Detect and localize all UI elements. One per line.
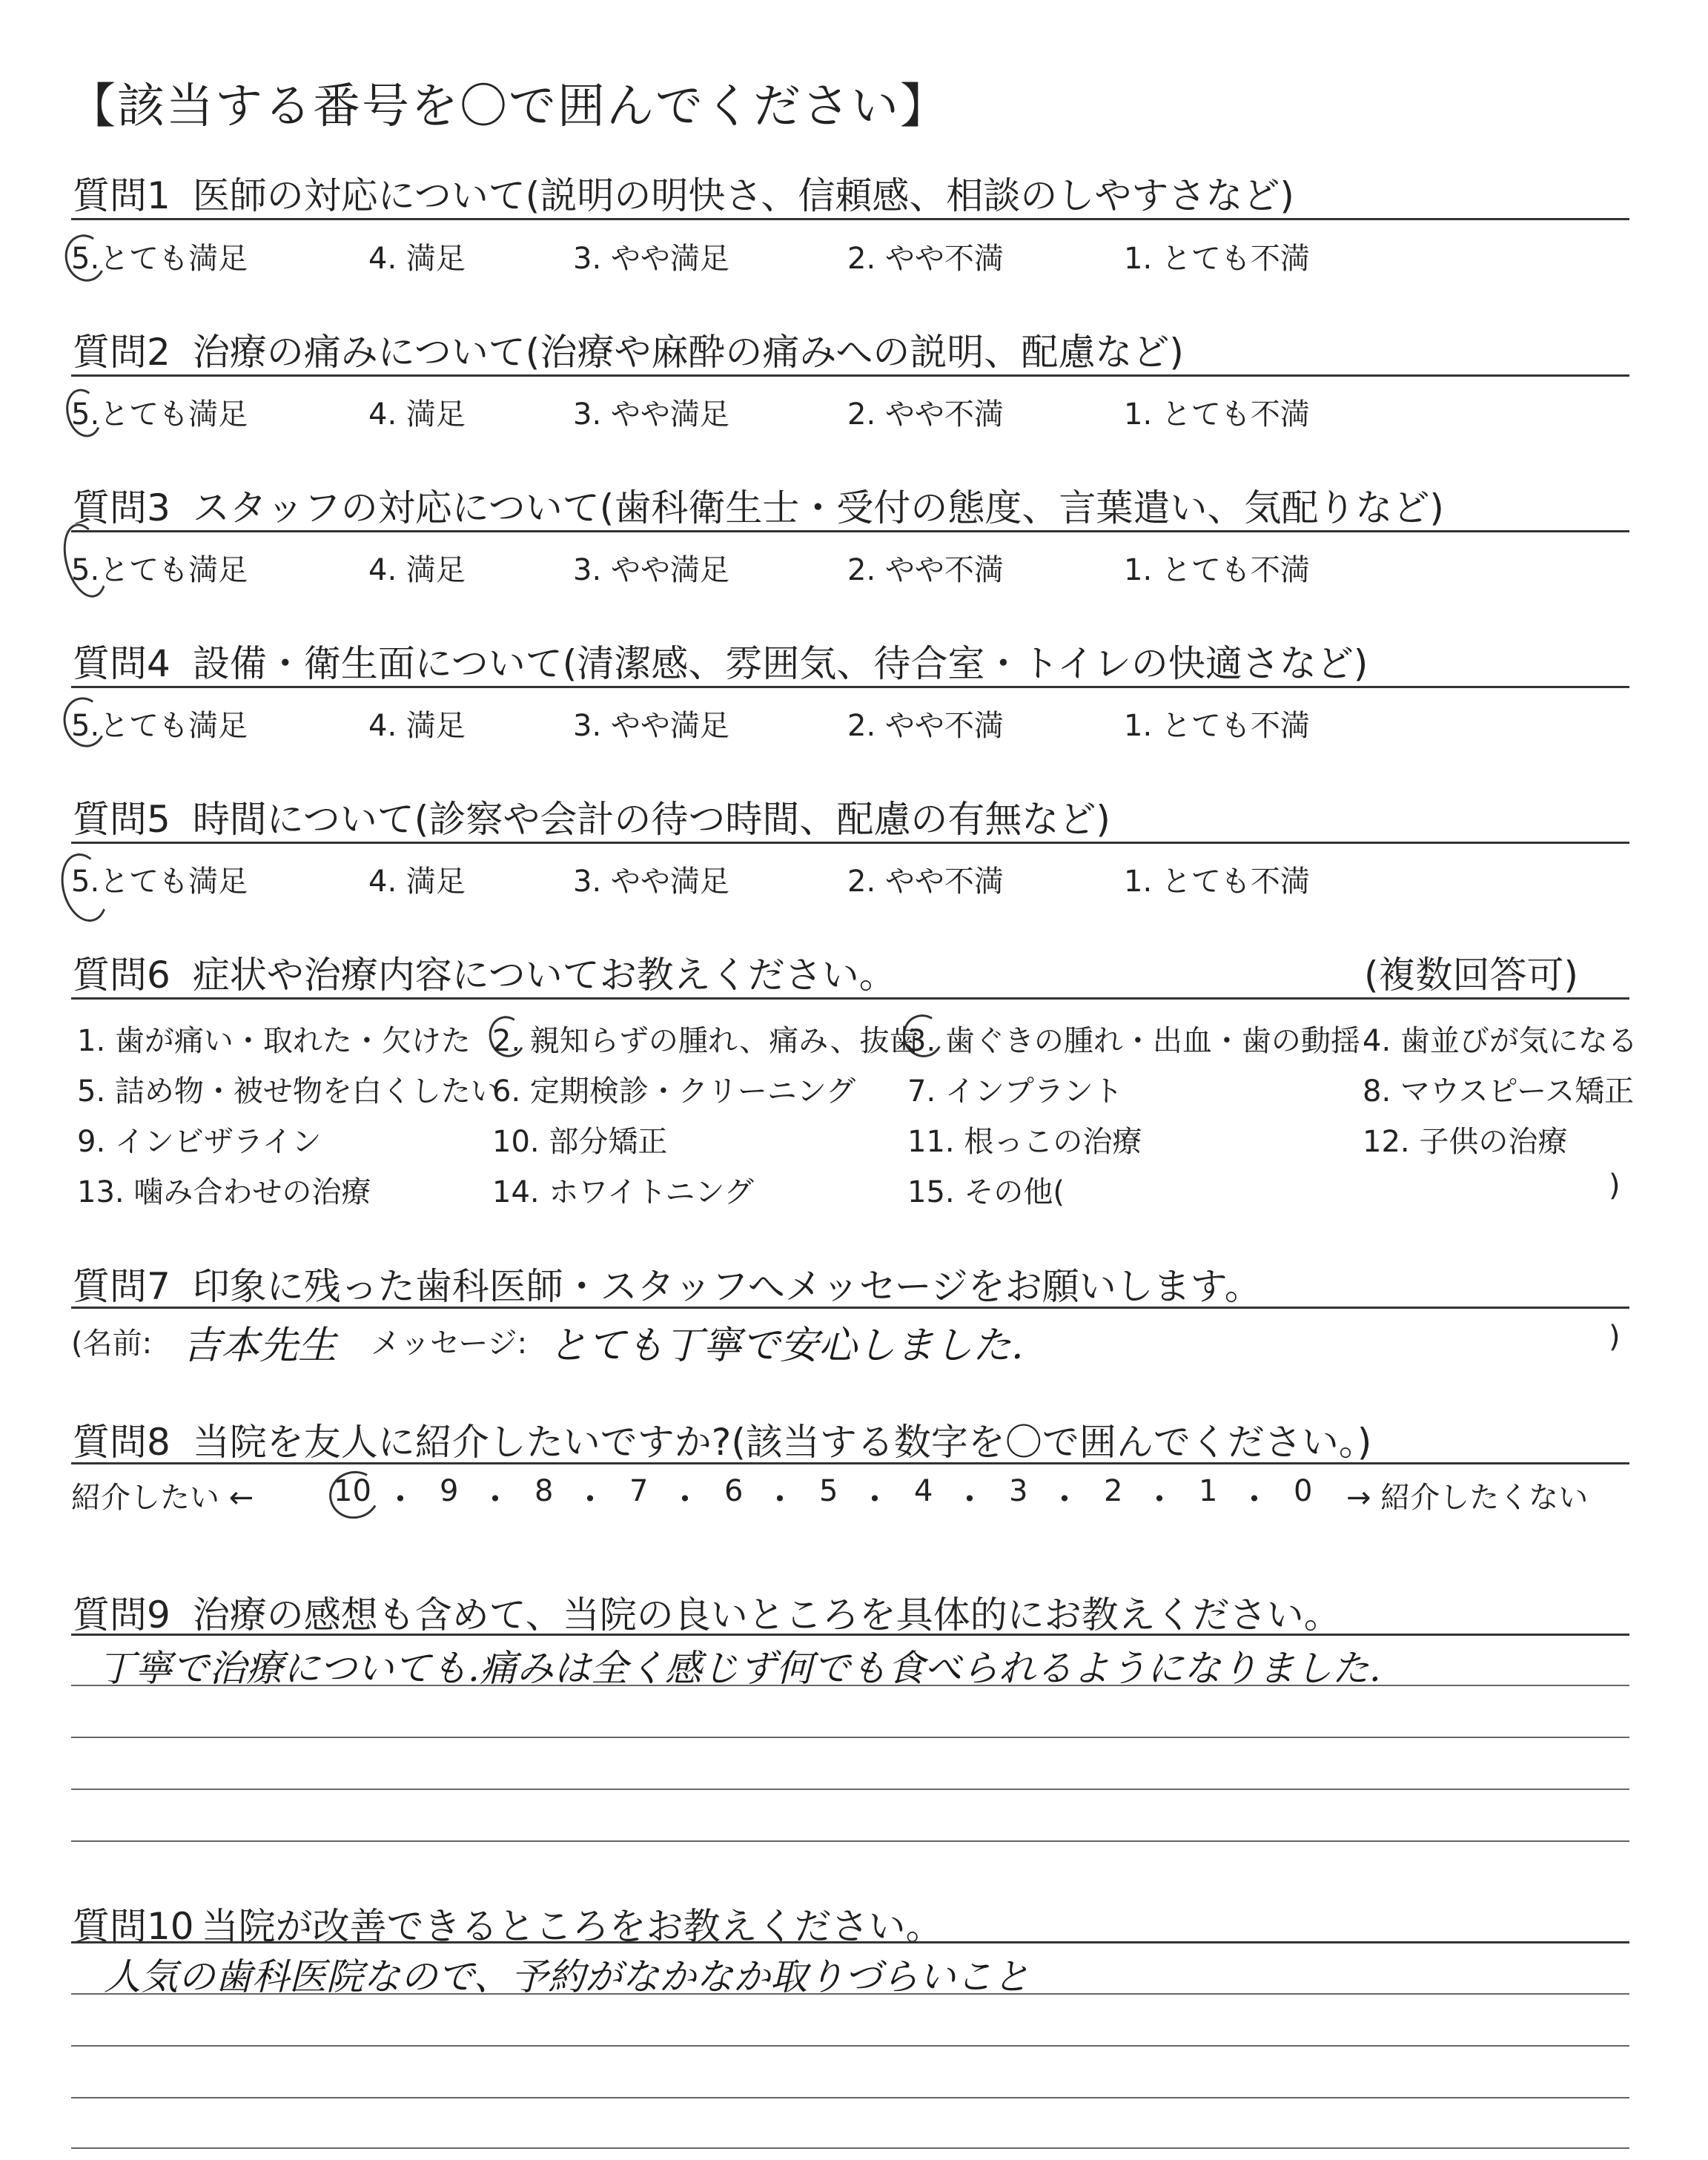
scale-option-4[interactable]: 4 [914,1474,933,1508]
scale-separator: ・ [574,1481,606,1519]
question-label: 質問4 [73,642,171,685]
option-2[interactable]: 2. やや不満 [847,242,1004,276]
question-label: 質問5 [73,798,171,841]
answer-rule [71,218,1629,220]
scale-option-2[interactable]: 2 [1104,1474,1123,1508]
writing-line [71,1840,1629,1842]
question-title [73,166,1294,219]
question-label: 質問7 [73,1265,171,1308]
symptom-option-7[interactable]: 7. インプラント [907,1074,1123,1109]
writing-line [71,2045,1629,2047]
question-label: 質問1 [73,174,171,217]
symptom-option-15[interactable]: 15. その他( [907,1175,1065,1209]
option-2[interactable]: 2. やや不満 [847,709,1004,743]
question-title [73,790,1110,843]
recommend-left-label: 紹介したい ← [71,1481,254,1515]
question-label: 質問6 [73,954,171,997]
recommend-right-label: → 紹介したくない [1346,1481,1589,1515]
message-close-paren: ) [1609,1320,1621,1354]
name-label: (名前: [71,1327,153,1361]
option-1[interactable]: 1. とても不満 [1124,709,1310,743]
option-4[interactable]: 4. 満足 [368,242,466,276]
question-text: 治療の感想も含めて、当院の良いところを具体的にお教えください。 [192,1593,1341,1636]
symptom-option-10[interactable]: 10. 部分矯正 [492,1125,668,1159]
question-label: 質問9 [73,1593,171,1636]
scale-option-1[interactable]: 1 [1199,1474,1218,1508]
answer-rule [71,530,1629,532]
scale-separator: ・ [479,1481,512,1519]
question-text: 設備・衛生面について(清潔感、雰囲気、待合室・トイレの快適さなど) [192,642,1368,685]
question-title [73,323,1184,376]
question-text: 時間について(診察や会計の待つ時間、配慮の有無など) [192,798,1110,841]
question-title [73,1257,1262,1310]
question-text: 印象に残った歯科医師・スタッフへメッセージをお願いします。 [192,1265,1262,1308]
scale-separator: ・ [1238,1481,1271,1519]
option-2[interactable]: 2. やや不満 [847,553,1004,587]
symptom-option-1[interactable]: 1. 歯が痛い・取れた・欠けた [77,1024,471,1058]
option-5[interactable]: 5.とても満足 [71,865,248,899]
question-text: 症状や治療内容についてお教えください。 [192,954,896,997]
improvement-answer[interactable]: 人気の歯科医院なので、予約がなかなか取りづらいこと [104,1955,1030,1998]
scale-separator: ・ [1048,1481,1081,1519]
question-text: 治療の痛みについて(治療や麻酔の痛みへの説明、配慮など) [192,331,1184,374]
question-label: 質問8 [73,1421,171,1464]
option-1[interactable]: 1. とても不満 [1124,242,1310,276]
option-2[interactable]: 2. やや不満 [847,865,1004,899]
scale-option-3[interactable]: 3 [1009,1474,1028,1508]
symptom-option-8[interactable]: 8. マウスピース矯正 [1363,1074,1635,1109]
question-title [73,1413,1371,1466]
answer-rule [71,842,1629,844]
question-title [73,634,1368,687]
writing-line [71,1737,1629,1738]
option-5[interactable]: 5.とても満足 [71,709,248,743]
symptom-option-13[interactable]: 13. 噛み合わせの治療 [77,1175,371,1209]
option-4[interactable]: 4. 満足 [368,709,466,743]
other-close-paren: ) [1609,1169,1621,1203]
question-title [73,945,896,999]
question-title [73,478,1444,532]
option-5[interactable]: 5.とても満足 [71,242,248,276]
scale-option-6[interactable]: 6 [724,1474,744,1508]
writing-line [71,2097,1629,2098]
symptom-option-11[interactable]: 11. 根っこの治療 [907,1125,1142,1159]
scale-separator: ・ [858,1481,891,1519]
writing-line [71,2147,1629,2149]
scale-option-9[interactable]: 9 [440,1474,459,1508]
option-1[interactable]: 1. とても不満 [1124,553,1310,587]
scale-separator: ・ [953,1481,986,1519]
symptom-option-2[interactable]: 2. 親知らずの腫れ、痛み、抜歯 [492,1024,919,1058]
writing-line [71,1993,1629,1995]
form-header: 【該当する番号を〇で囲んでください】 [68,79,949,134]
question-title [73,1585,1341,1639]
symptom-option-12[interactable]: 12. 子供の治療 [1363,1125,1568,1159]
scale-option-0[interactable]: 0 [1294,1474,1313,1508]
question-text: 当院を友人に紹介したいですか?(該当する数字を〇で囲んでください。) [192,1421,1372,1464]
question-text: スタッフの対応について(歯科衛生士・受付の態度、言葉遣い、気配りなど) [192,486,1444,529]
answer-rule [71,1307,1629,1309]
multiple-answers-note: (複数回答可) [1364,954,1579,997]
question-label: 質問10 [73,1905,194,1948]
writing-line [71,1789,1629,1790]
answer-rule [71,1462,1629,1464]
symptom-option-5[interactable]: 5. 詰め物・被せ物を白くしたい [77,1074,500,1109]
question-text: 医師の対応について(説明の明快さ、信頼感、相談のしやすさなど) [192,174,1294,217]
writing-line [71,1685,1629,1686]
option-3[interactable]: 3. やや満足 [573,553,729,587]
scale-separator: ・ [1143,1481,1176,1519]
good-points-answer[interactable]: 丁寧で治療についても.痛みは全く感じず何でも食べられるようになりました. [98,1647,1381,1690]
scale-option-5[interactable]: 5 [819,1474,838,1508]
answer-rule [71,1634,1629,1636]
scale-separator: ・ [669,1481,701,1519]
question-label: 質問2 [73,331,171,374]
question-label: 質問3 [73,486,171,529]
symptom-option-4[interactable]: 4. 歯並びが気になる [1363,1024,1638,1058]
option-5[interactable]: 5.とても満足 [71,397,248,432]
option-2[interactable]: 2. やや不満 [847,397,1004,432]
symptom-option-6[interactable]: 6. 定期検診・クリーニング [492,1074,856,1109]
answer-rule [71,1941,1629,1943]
option-3[interactable]: 3. やや満足 [573,397,729,432]
option-3[interactable]: 3. やや満足 [573,242,729,276]
option-3[interactable]: 3. やや満足 [573,865,729,899]
answer-rule [71,997,1629,1000]
option-3[interactable]: 3. やや満足 [573,709,729,743]
option-4[interactable]: 4. 満足 [368,397,466,432]
message-label: メッセージ: [371,1327,528,1361]
option-1[interactable]: 1. とても不満 [1124,397,1310,432]
message-field[interactable]: とても丁寧で安心しました. [549,1324,1024,1368]
symptom-option-3[interactable]: 3. 歯ぐきの腫れ・出血・歯の動揺 [907,1024,1360,1058]
scale-option-7[interactable]: 7 [629,1474,649,1508]
option-1[interactable]: 1. とても不満 [1124,865,1310,899]
scale-option-8[interactable]: 8 [534,1474,554,1508]
option-4[interactable]: 4. 満足 [368,553,466,587]
option-5[interactable]: 5.とても満足 [71,553,248,587]
symptom-option-14[interactable]: 14. ホワイトニング [492,1175,754,1209]
symptom-option-9[interactable]: 9. インビザライン [77,1125,322,1159]
answer-rule [71,374,1629,377]
name-field[interactable]: 吉本先生 [182,1324,337,1368]
question-text: 当院が改善できるところをお教えください。 [201,1905,943,1948]
scale-separator: ・ [764,1481,796,1519]
scale-separator: ・ [384,1481,417,1519]
answer-rule [71,686,1629,688]
option-4[interactable]: 4. 満足 [368,865,466,899]
scale-option-10[interactable]: 10 [334,1474,371,1508]
